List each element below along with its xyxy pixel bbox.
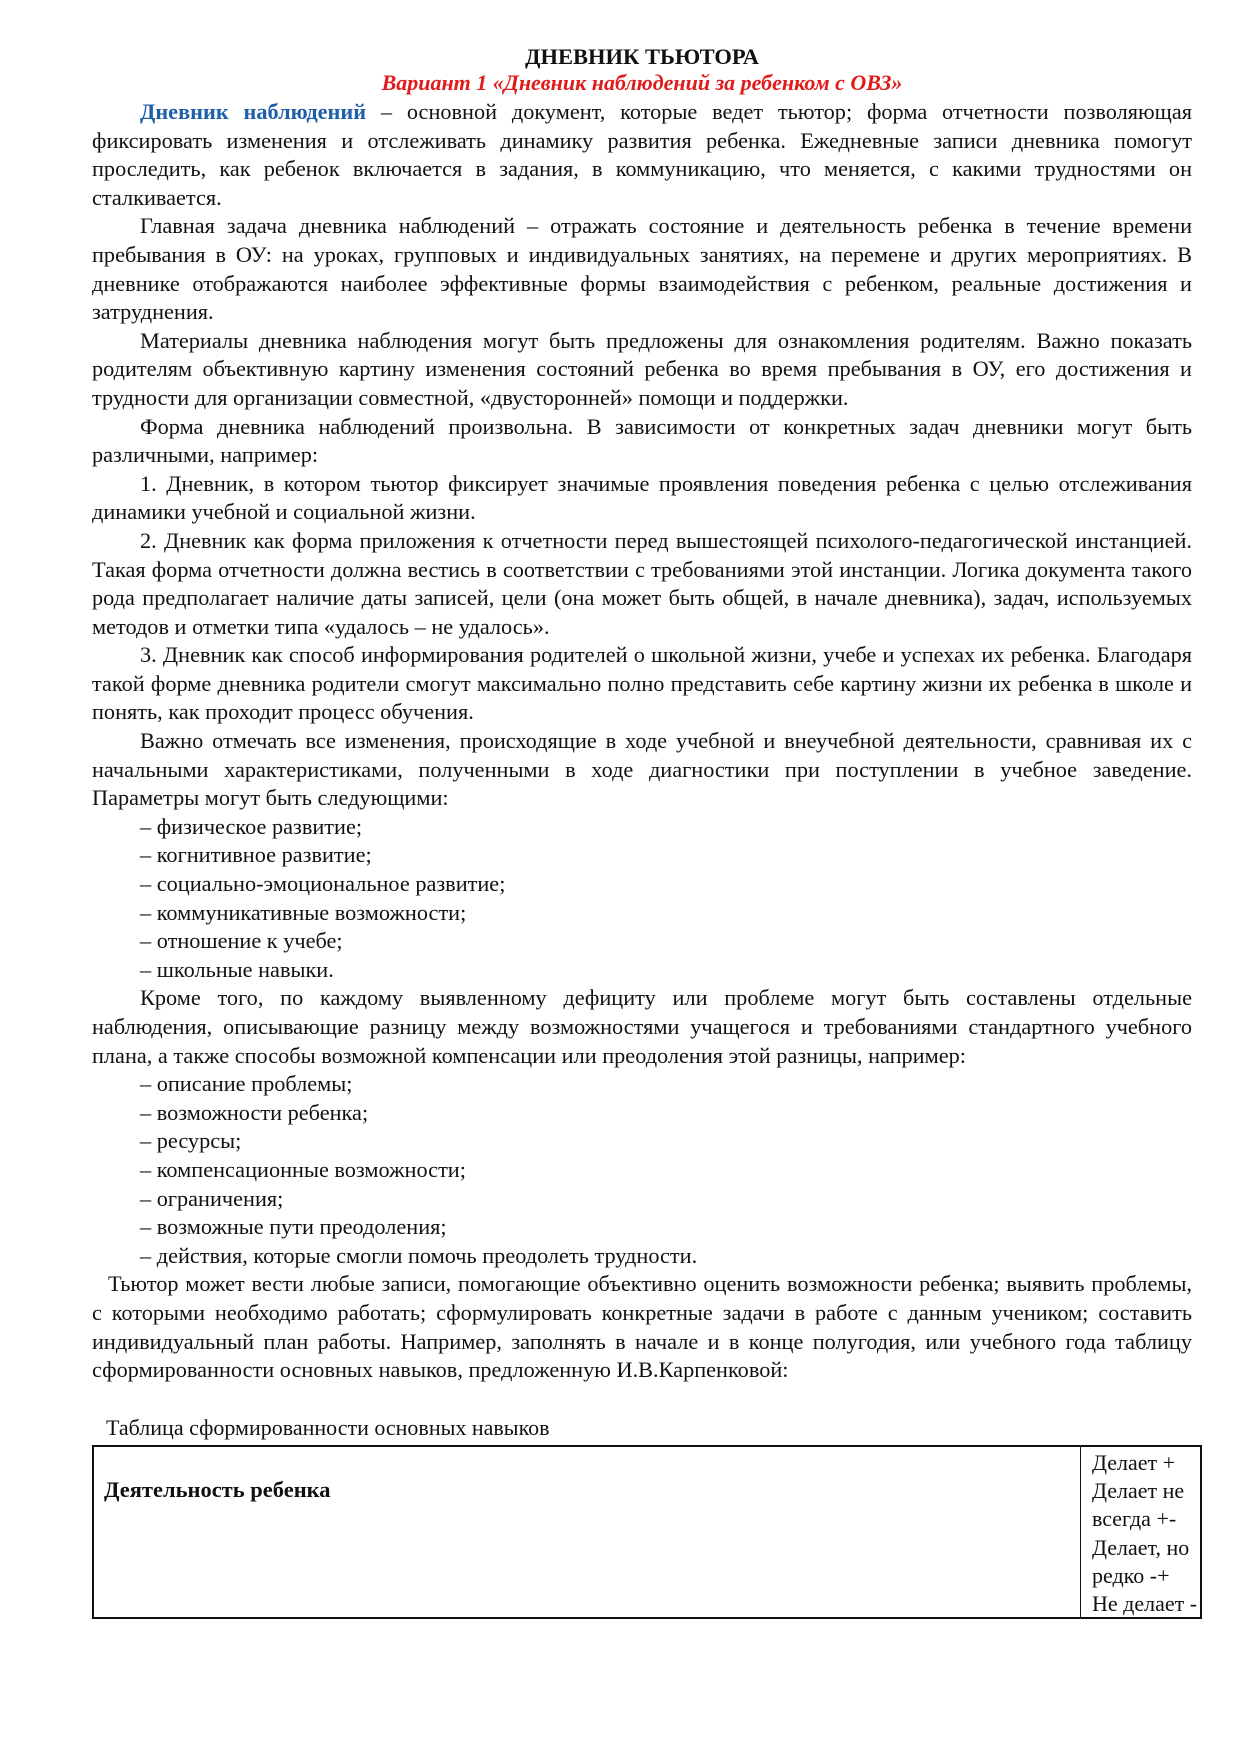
- activity-column: [94, 1447, 1081, 1617]
- list-item: – ограничения;: [140, 1185, 284, 1211]
- paragraph-type-3: 3. Дневник как способ информирования родителей о школьной жизни, учебе и успехах их ребенка. Благодаря такой форме дневника родители смогут максимально полно представить себе картину жизни их ребенка в школе и понять, как проходит процесс обучения.: [92, 642, 1192, 725]
- list-item: – действия, которые смогли помочь преодолеть трудности.: [140, 1242, 698, 1268]
- params-list: [92, 813, 1192, 985]
- paragraph-main-task: Главная задача дневника наблюдений – отражать состояние и деятельность ребенка в течение времени пребывания в ОУ: на уроках, групповых и индивидуальных занятиях, на перемене и других мероприятиях. В дневнике отображаются наиболее эффективные формы взаимодействия с ребенком, реальные достижения и затруднения.: [92, 213, 1192, 325]
- intro-lead-term: Дневник наблюдений: [140, 99, 367, 124]
- document-title: ДНЕВНИК ТЬЮТОРА: [525, 44, 759, 69]
- list-item: – ресурсы;: [140, 1128, 242, 1154]
- legend-line: Делает +: [1092, 1449, 1176, 1475]
- list-item: – коммуникативные возможности;: [140, 899, 467, 925]
- legend-line: Делает, но: [1092, 1534, 1190, 1560]
- paragraph-parents: Материалы дневника наблюдения могут быть предложены для ознакомления родителям. Важно показать родителям объективную картину изменения состояний ребенка во время пребывания в ОУ, его достижения и трудности для организации совместной, «двусторонней» помощи и поддержки.: [92, 327, 1192, 410]
- list-item: – когнитивное развитие;: [140, 842, 372, 868]
- intro-paragraph: [92, 98, 1192, 212]
- problems-list: [92, 1070, 1192, 1270]
- intro-text: – основной документ, которые ведет тьютор; форма отчетности позволяющая фиксировать изменения и отслеживать динамику развития ребенка. Ежедневные записи дневника помогут проследить, как ребенок включается в задания, в коммуникацию, что меняется, с какими трудностями он сталкивается.: [92, 99, 1192, 210]
- paragraph-form: Форма дневника наблюдений произвольна. В зависимости от конкретных задач дневники могут быть различными, например:: [92, 413, 1192, 468]
- legend-line: редко -+: [1092, 1562, 1170, 1588]
- rating-legend-column: [1092, 1449, 1206, 1619]
- list-item: – школьные навыки.: [140, 956, 334, 982]
- list-item: – описание проблемы;: [140, 1071, 353, 1097]
- document-page: [92, 44, 1198, 1619]
- list-item: – компенсационные возможности;: [140, 1156, 466, 1182]
- table-caption: Таблица сформированности основных навыков: [106, 1414, 550, 1440]
- list-item: – возможности ребенка;: [140, 1099, 369, 1125]
- paragraph-changes: Важно отмечать все изменения, происходящие в ходе учебной и внеучебной деятельности, сравнивая их с начальными характеристиками, полученными в ходе диагностики при поступлении в учебное заведение. Параметры могут быть следующими:: [92, 728, 1192, 811]
- paragraph-type-2: 2. Дневник как форма приложения к отчетности перед вышестоящей психолого-педагогической инстанцией. Такая форма отчетности должна вестись в соответствии с требованиями этой инстанции. Логика документа такого рода предполагает наличие даты записей, цели (она может быть общей, в начале дневника), задач, используемых методов и отметки типа «удалось – не удалось».: [92, 527, 1192, 639]
- document-subtitle: Вариант 1 «Дневник наблюдений за ребенком с ОВЗ»: [381, 70, 903, 95]
- legend-line: Делает не: [1092, 1478, 1185, 1504]
- paragraph-deficits: Кроме того, по каждому выявленному дефициту или проблеме могут быть составлены отдельные наблюдения, описывающие разницу между возможностями учащегося и требованиями стандартного учебного плана, а также способы возможной компенсации или преодоления этой разницы, например:: [92, 985, 1192, 1068]
- list-item: – социально-эмоциональное развитие;: [140, 871, 506, 897]
- legend-line: всегда +-: [1092, 1506, 1177, 1532]
- activity-column-header: Деятельность ребенка: [104, 1476, 331, 1502]
- list-item: – отношение к учебе;: [140, 928, 343, 954]
- list-item: – возможные пути преодоления;: [140, 1214, 447, 1240]
- paragraph-tutor-notes: Тьютор может вести любые записи, помогающие объективно оценить возможности ребенка; выявить проблемы, с которыми необходимо работать; сформулировать конкретные задачи в работе с данным учеником; составить индивидуальный план работы. Например, заполнять в начале и в конце полугодия, или учебного года таблицу сформированности основных навыков, предложенную И.В.Карпенковой:: [92, 1271, 1192, 1383]
- skills-table: [92, 1445, 1202, 1619]
- paragraph-type-1: 1. Дневник, в котором тьютор фиксирует значимые проявления поведения ребенка с целью отслеживания динамики учебной и социальной жизни.: [92, 470, 1192, 525]
- legend-line: Не делает -: [1092, 1591, 1198, 1617]
- list-item: – физическое развитие;: [140, 813, 363, 839]
